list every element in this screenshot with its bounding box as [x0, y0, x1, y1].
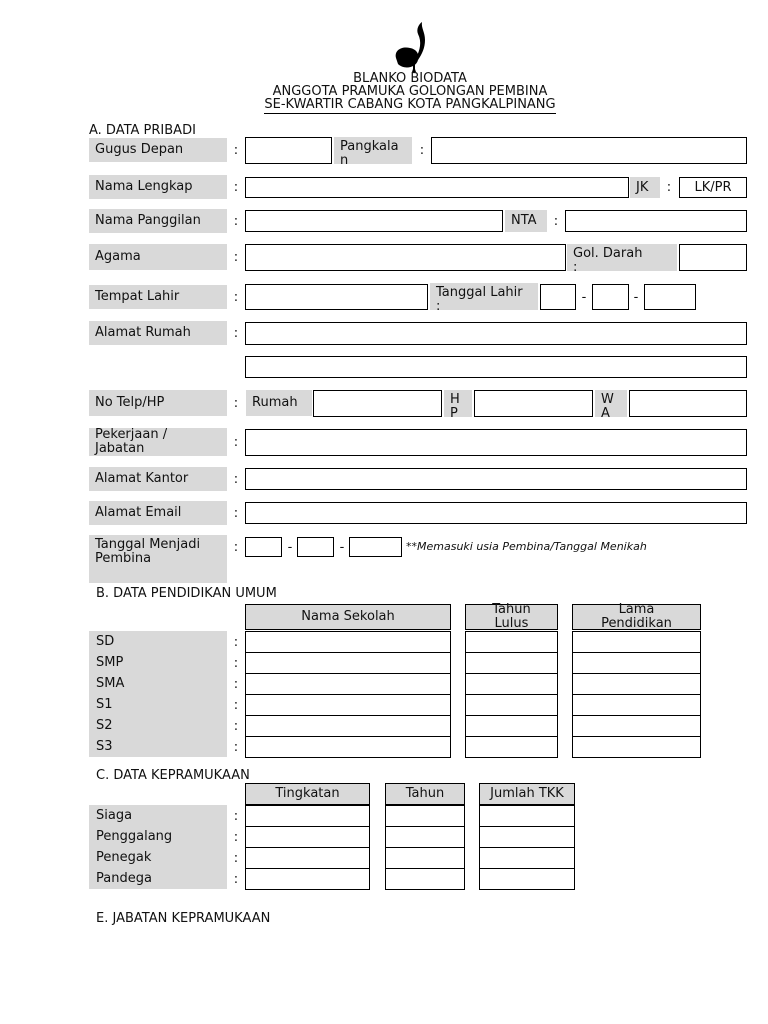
label-nama-lengkap: Nama Lengkap: [89, 175, 227, 199]
label-tanggal-pembina: Tanggal Menjadi Pembina: [89, 535, 227, 583]
alamat-rumah-field-2[interactable]: [245, 356, 747, 378]
label-pekerjaan: Pekerjaan / Jabatan: [89, 428, 227, 456]
colon: :: [233, 719, 239, 734]
tanggal-lahir-month-field[interactable]: [592, 284, 629, 310]
scouting-cell[interactable]: [385, 826, 465, 848]
colon: :: [233, 250, 239, 265]
education-row-label: S2: [96, 718, 113, 733]
colon: :: [553, 214, 559, 229]
form-subtitle-2: [200, 98, 620, 111]
nama-panggilan-field[interactable]: [245, 210, 503, 232]
pembina-note: **Memasuki usia Pembina/Tanggal Menikah: [406, 540, 647, 553]
colon: :: [666, 180, 672, 195]
label-pangkalan: Pangkala n: [334, 137, 412, 164]
colon: :: [233, 635, 239, 650]
scouting-row-label: Siaga: [96, 808, 133, 823]
education-row-label: SMA: [96, 676, 125, 691]
education-cell[interactable]: [465, 736, 558, 758]
hp-field[interactable]: [474, 390, 593, 417]
label-hp: H P: [444, 390, 472, 417]
nama-lengkap-field[interactable]: [245, 177, 629, 198]
scouting-row-label: Pandega: [96, 871, 152, 886]
colon: :: [233, 872, 239, 887]
tanggal-pembina-month-field[interactable]: [297, 537, 334, 557]
gol-darah-field[interactable]: [679, 244, 747, 271]
colon: :: [233, 396, 239, 411]
colon: :: [233, 290, 239, 305]
scouting-column-header: Tahun: [385, 783, 465, 805]
scouting-cell[interactable]: [479, 805, 575, 827]
scouting-cell[interactable]: [479, 826, 575, 848]
education-cell[interactable]: [572, 652, 701, 674]
scouting-cell[interactable]: [385, 868, 465, 890]
colon: :: [233, 214, 239, 229]
label-no-telp: No Telp/HP: [89, 390, 227, 416]
colon: :: [233, 472, 239, 487]
education-cell[interactable]: [572, 673, 701, 695]
label-wa: W A: [595, 390, 627, 417]
label-jk: JK: [630, 177, 660, 198]
label-nta: NTA: [505, 210, 547, 232]
colon: :: [233, 326, 239, 341]
colon: :: [233, 506, 239, 521]
education-cell[interactable]: [245, 736, 451, 758]
education-cell[interactable]: [572, 736, 701, 758]
education-cell[interactable]: [245, 694, 451, 716]
colon: :: [233, 143, 239, 158]
dash: -: [287, 540, 293, 555]
education-cell[interactable]: [465, 673, 558, 695]
alamat-kantor-field[interactable]: [245, 468, 747, 490]
alamat-rumah-field-1[interactable]: [245, 322, 747, 345]
education-cell[interactable]: [245, 652, 451, 674]
education-cell[interactable]: [245, 715, 451, 737]
scouting-cell[interactable]: [245, 826, 370, 848]
scouting-row-label: Penegak: [96, 850, 152, 865]
dash: -: [581, 290, 587, 305]
education-cell[interactable]: [245, 673, 451, 695]
scouting-cell[interactable]: [479, 868, 575, 890]
tanggal-lahir-year-field[interactable]: [644, 284, 696, 310]
form-title: BLANKO BIODATA: [353, 71, 467, 86]
tanggal-pembina-year-field[interactable]: [349, 537, 402, 557]
colon: :: [233, 851, 239, 866]
tanggal-pembina-day-field[interactable]: [245, 537, 282, 557]
label-gol-darah: Gol. Darah :: [567, 244, 677, 271]
scouting-cell[interactable]: [479, 847, 575, 869]
label-gugus-depan: Gugus Depan: [89, 138, 227, 162]
education-cell[interactable]: [245, 631, 451, 653]
label-alamat-email: Alamat Email: [89, 501, 227, 525]
education-row-label: SMP: [96, 655, 124, 670]
section-a-title: A. DATA PRIBADI: [89, 123, 196, 138]
scouting-cell[interactable]: [245, 805, 370, 827]
tanggal-lahir-day-field[interactable]: [540, 284, 576, 310]
colon: :: [233, 740, 239, 755]
education-column-header: Lama Pendidikan: [572, 604, 701, 630]
pekerjaan-field[interactable]: [245, 429, 747, 456]
scouting-cell[interactable]: [385, 847, 465, 869]
colon: :: [419, 143, 425, 158]
scouting-cell[interactable]: [385, 805, 465, 827]
education-cell[interactable]: [465, 652, 558, 674]
education-column-header: Tahun Lulus: [465, 604, 558, 630]
tempat-lahir-field[interactable]: [245, 284, 428, 310]
agama-field[interactable]: [245, 244, 566, 271]
label-tempat-lahir: Tempat Lahir: [89, 285, 227, 309]
scouting-cell[interactable]: [245, 847, 370, 869]
scouting-column-header: Tingkatan: [245, 783, 370, 805]
label-tanggal-lahir: Tanggal Lahir :: [430, 283, 538, 310]
education-cell[interactable]: [572, 715, 701, 737]
colon: :: [233, 809, 239, 824]
tunas-kelapa-logo-icon: [392, 20, 432, 72]
dash: -: [339, 540, 345, 555]
label-rumah: Rumah: [246, 390, 312, 416]
jk-field[interactable]: LK/PR: [679, 177, 747, 198]
colon: :: [233, 698, 239, 713]
section-c-title: C. DATA KEPRAMUKAAN: [96, 768, 250, 783]
education-cell[interactable]: [572, 694, 701, 716]
education-cell[interactable]: [572, 631, 701, 653]
colon: :: [233, 830, 239, 845]
form-subtitle: ANGGOTA PRAMUKA GOLONGAN PEMBINA: [272, 84, 548, 99]
colon: :: [233, 435, 239, 450]
label-alamat-kantor: Alamat Kantor: [89, 467, 227, 491]
pangkalan-field[interactable]: [431, 137, 747, 164]
alamat-email-field[interactable]: [245, 502, 747, 524]
colon: :: [233, 180, 239, 195]
colon: :: [233, 540, 239, 555]
gugus-depan-field[interactable]: [245, 137, 332, 164]
education-cell[interactable]: [465, 715, 558, 737]
wa-field[interactable]: [629, 390, 747, 417]
scouting-column-header: Jumlah TKK: [479, 783, 575, 805]
education-row-label: S3: [96, 739, 113, 754]
scouting-row-label: Penggalang: [96, 829, 173, 844]
colon: :: [233, 677, 239, 692]
label-nama-panggilan: Nama Panggilan: [89, 209, 227, 233]
dash: -: [633, 290, 639, 305]
education-column-header: Nama Sekolah: [245, 604, 451, 630]
nta-field[interactable]: [565, 210, 747, 232]
telp-rumah-field[interactable]: [313, 390, 442, 417]
section-b-title: B. DATA PENDIDIKAN UMUM: [96, 586, 277, 601]
education-row-label: SD: [96, 634, 115, 649]
label-alamat-rumah: Alamat Rumah: [89, 321, 227, 345]
label-agama: Agama: [89, 244, 227, 270]
scouting-cell[interactable]: [245, 868, 370, 890]
colon: :: [233, 656, 239, 671]
education-cell[interactable]: [465, 694, 558, 716]
section-e-title: E. JABATAN KEPRAMUKAAN: [96, 911, 271, 926]
form-subtitle-2-text: SE-KWARTIR CABANG KOTA PANGKALPINANG: [264, 97, 556, 112]
education-row-label: S1: [96, 697, 113, 712]
education-cell[interactable]: [465, 631, 558, 653]
